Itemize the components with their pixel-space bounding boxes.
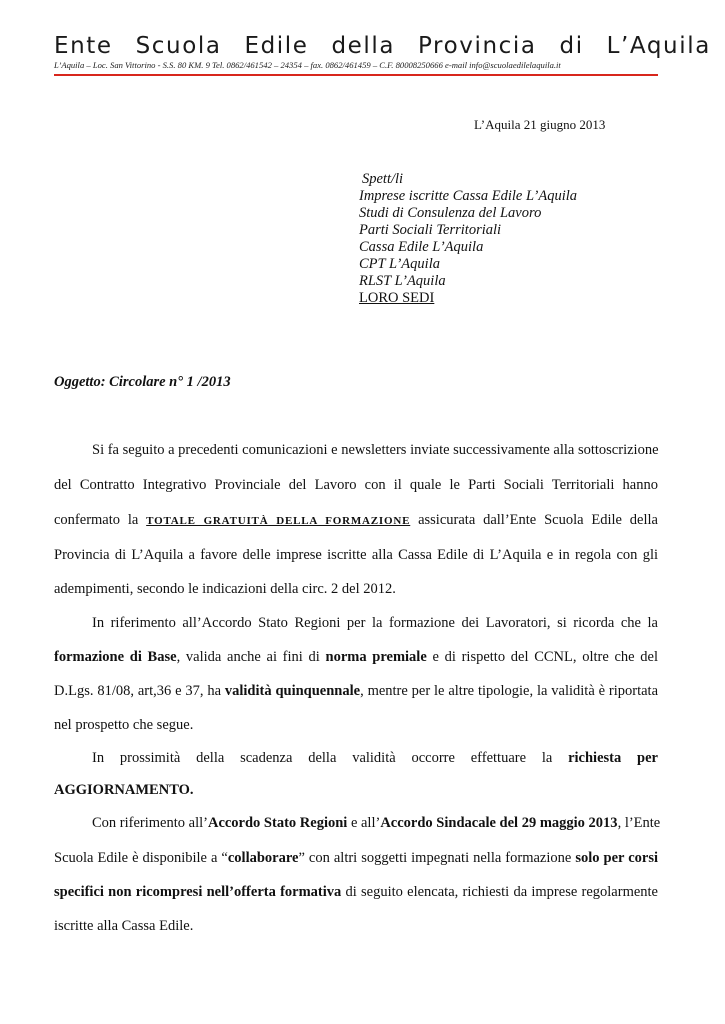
bold-text: specifici non ricompresi nell’offerta formativa: [54, 884, 342, 900]
body-text: e di rispetto del CCNL, oltre che del: [426, 649, 658, 665]
body-text: In prossimità della scadenza della validità occorre effettuare la: [92, 750, 569, 766]
highlight-free-training: TOTALE GRATUITÀ DELLA FORMAZIONE: [146, 515, 411, 527]
body-line: [54, 511, 658, 530]
bold-text: norma premiale: [325, 649, 427, 665]
body-text: confermato la: [54, 512, 147, 528]
letterhead-divider: [54, 74, 658, 76]
recipient-line: Imprese iscritte Cassa Edile L’Aquila: [359, 188, 578, 204]
body-line: Provincia di L’Aquila a favore delle imprese iscritte alla Cassa Edile di L’Aquila e in regola con gli: [54, 547, 658, 563]
body-text: e all’: [347, 815, 381, 831]
recipient-line: CPT L’Aquila: [359, 256, 440, 272]
recipient-line: Spett/li: [362, 171, 404, 187]
body-line: [54, 648, 658, 666]
body-text: Scuola Edile è disponibile a “: [54, 850, 228, 866]
body-text: Con riferimento all’: [92, 815, 208, 831]
letterhead-address: L’Aquila – Loc. San Vittorino - S.S. 80 KM. 9 Tel. 0862/461542 – 24354 – fax. 0862/461459 – C.F. 80008250666 e-mail info@scuolaedilelaquila.it: [54, 60, 561, 70]
bold-text: Accordo Stato Regioni: [207, 815, 348, 831]
body-text: di seguito elencata, richiesti da imprese regolarmente: [341, 884, 658, 900]
body-line: [54, 883, 658, 901]
body-line: [54, 849, 658, 867]
body-text: , mentre per le altre tipologie, la validità è riportata: [360, 683, 659, 699]
body-line: In riferimento all’Accordo Stato Regioni per la formazione dei Lavoratori, si ricorda che la: [92, 615, 658, 631]
recipient-line-loro-sedi: LORO SEDI: [359, 290, 435, 306]
body-line: [92, 814, 661, 832]
recipient-line: Studi di Consulenza del Lavoro: [359, 205, 542, 221]
recipient-line: Parti Sociali Territoriali: [359, 222, 502, 238]
bold-text: richiesta per: [568, 750, 658, 766]
body-line: iscritte alla Cassa Edile.: [54, 918, 194, 934]
recipient-line: Cassa Edile L’Aquila: [359, 239, 484, 255]
body-line: [92, 749, 658, 767]
letter-date: L’Aquila 21 giugno 2013: [474, 117, 606, 132]
body-line: Si fa seguito a precedenti comunicazioni e newsletters inviate successivamente alla sottoscrizione: [92, 442, 659, 458]
body-line: del Contratto Integrativo Provinciale del Lavoro con il quale le Parti Sociali Territoriali hanno: [54, 477, 658, 493]
bold-text: formazione di Base: [54, 649, 177, 665]
body-line: [54, 682, 658, 700]
bold-text: solo per corsi: [575, 850, 658, 866]
body-line: adempimenti, secondo le indicazioni della circ. 2 del 2012.: [54, 581, 396, 597]
bold-text: validità quinquennale: [224, 683, 361, 699]
recipient-block: [359, 171, 577, 307]
bold-text: Accordo Sindacale del 29 maggio 2013: [380, 815, 618, 831]
body-text: ” con altri soggetti impegnati nella formazione: [298, 850, 576, 866]
letter-subject: Oggetto: Circolare n° 1 /2013: [54, 374, 231, 390]
body-text: , valida anche ai fini di: [176, 649, 326, 665]
body-text: assicurata dall’Ente Scuola Edile della: [410, 512, 658, 528]
recipient-line: RLST L’Aquila: [359, 273, 446, 289]
body-text: , l’Ente: [617, 815, 661, 831]
body-line: nel prospetto che segue.: [54, 717, 194, 733]
body-text: D.Lgs. 81/08, art,36 e 37, ha: [54, 683, 225, 699]
body-line: AGGIORNAMENTO.: [54, 782, 194, 798]
letterhead-title: Ente Scuola Edile della Provincia di L’Aquila: [54, 33, 711, 59]
bold-text: collaborare: [227, 850, 299, 866]
